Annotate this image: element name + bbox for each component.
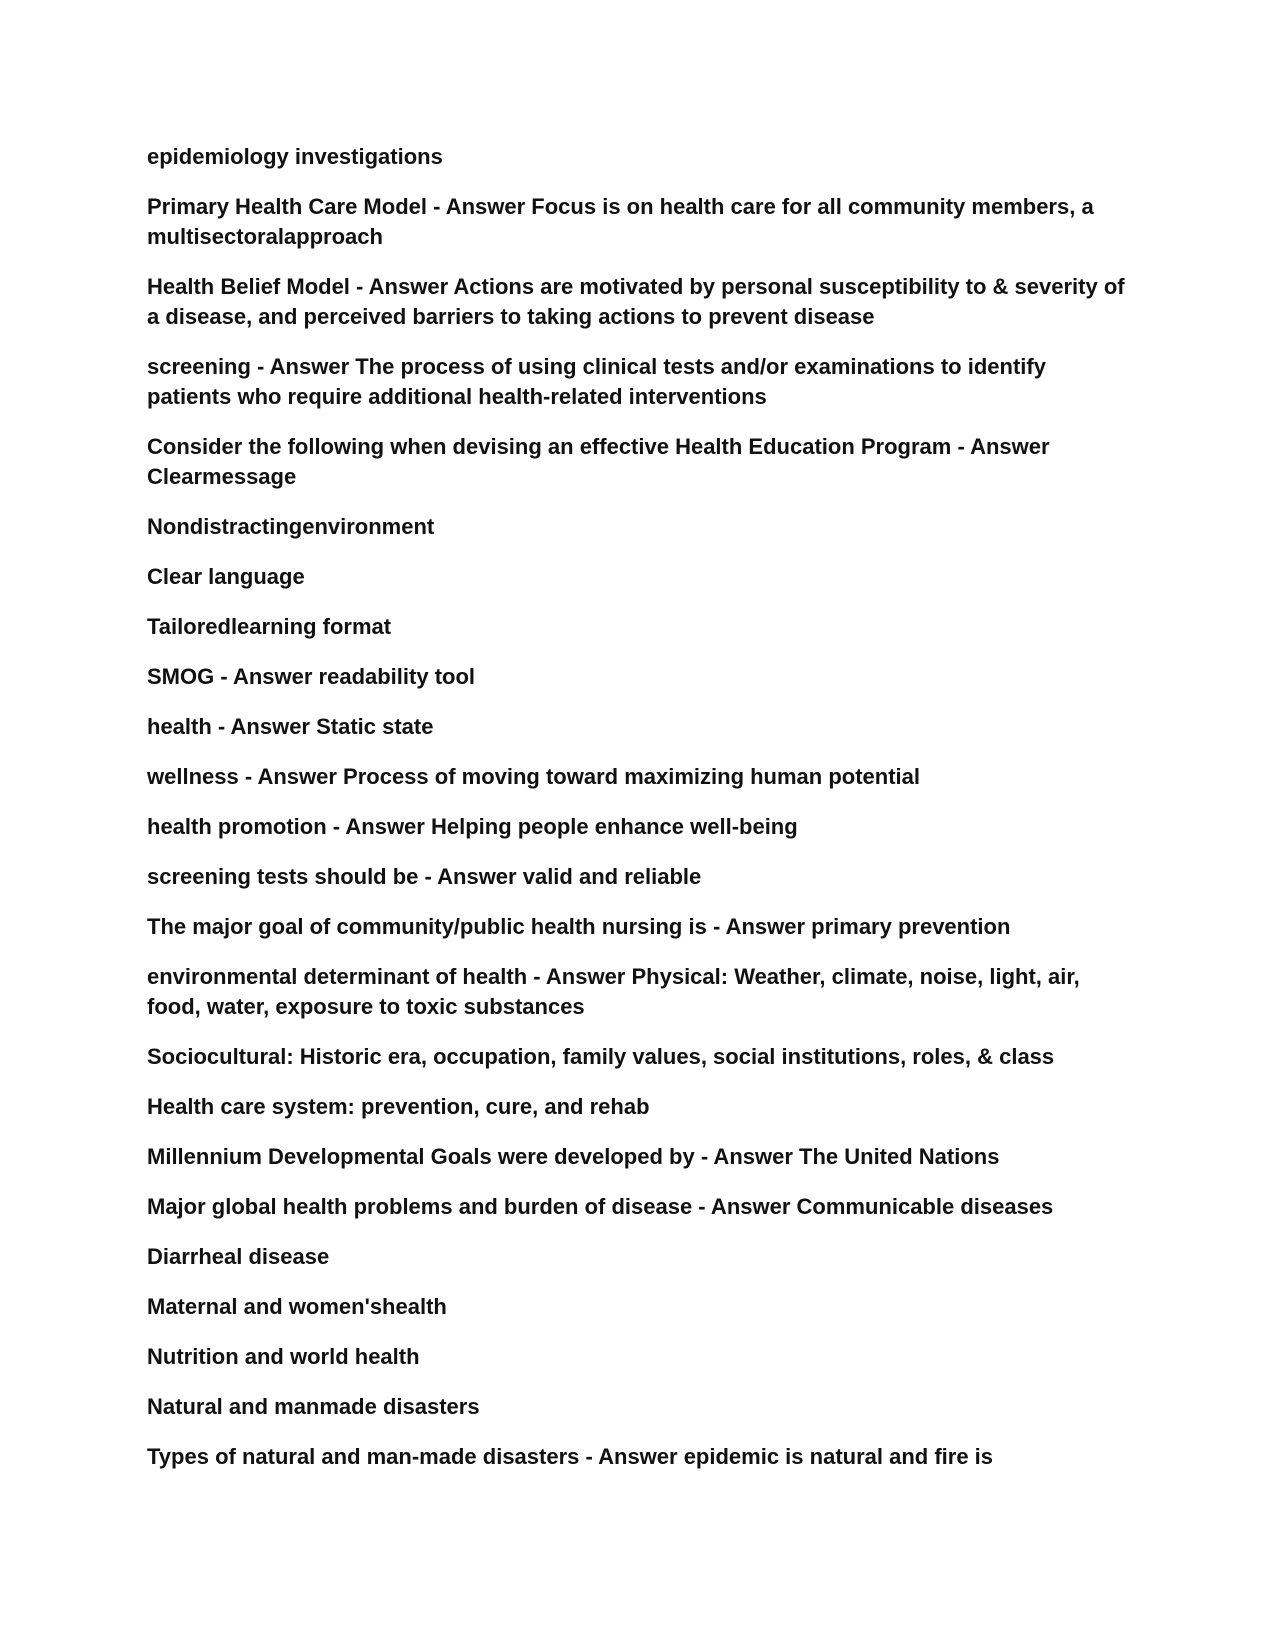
paragraph: Natural and manmade disasters [147,1394,480,1419]
paragraph: Types of natural and man-made disasters - Answer epidemic is natural and fire is [147,1444,994,1469]
paragraph: health promotion - Answer Helping people enhance well-being [147,814,798,839]
paragraph: health - Answer Static state [147,714,434,739]
paragraph: Clear language [147,564,305,589]
paragraph: Millennium Developmental Goals were developed by - Answer The United Nations [147,1144,1000,1169]
document-body [147,142,1127,1492]
paragraph: Tailoredlearning format [147,614,392,639]
paragraph: Nutrition and world health [147,1344,420,1369]
paragraph: Primary Health Care Model - Answer Focus is on health care for all community members, a multisectoralapproach [147,194,1094,249]
paragraph: Nondistractingenvironment [147,514,435,539]
paragraph: epidemiology investigations [147,144,443,169]
paragraph: environmental determinant of health - Answer Physical: Weather, climate, noise, light, air, food, water, exposure to toxic substances [147,964,1080,1019]
paragraph: SMOG - Answer readability tool [147,664,476,689]
paragraph: The major goal of community/public health nursing is - Answer primary prevention [147,914,1011,939]
paragraph: Sociocultural: Historic era, occupation, family values, social institutions, roles, & class [147,1044,1055,1069]
paragraph: screening tests should be - Answer valid and reliable [147,864,702,889]
paragraph: Health Belief Model - Answer Actions are motivated by personal susceptibility to & severity of a disease, and perceived barriers to taking actions to prevent disease [147,274,1125,329]
paragraph: Maternal and women'shealth [147,1294,447,1319]
paragraph: Diarrheal disease [147,1244,330,1269]
paragraph: wellness - Answer Process of moving toward maximizing human potential [147,764,921,789]
paragraph: Health care system: prevention, cure, and rehab [147,1094,650,1119]
paragraph: Consider the following when devising an effective Health Education Program - Answer Clearmessage [147,434,1050,489]
paragraph: screening - Answer The process of using clinical tests and/or examinations to identify patients who require additional health-related interventions [147,354,1046,409]
paragraph: Major global health problems and burden of disease - Answer Communicable diseases [147,1194,1054,1219]
